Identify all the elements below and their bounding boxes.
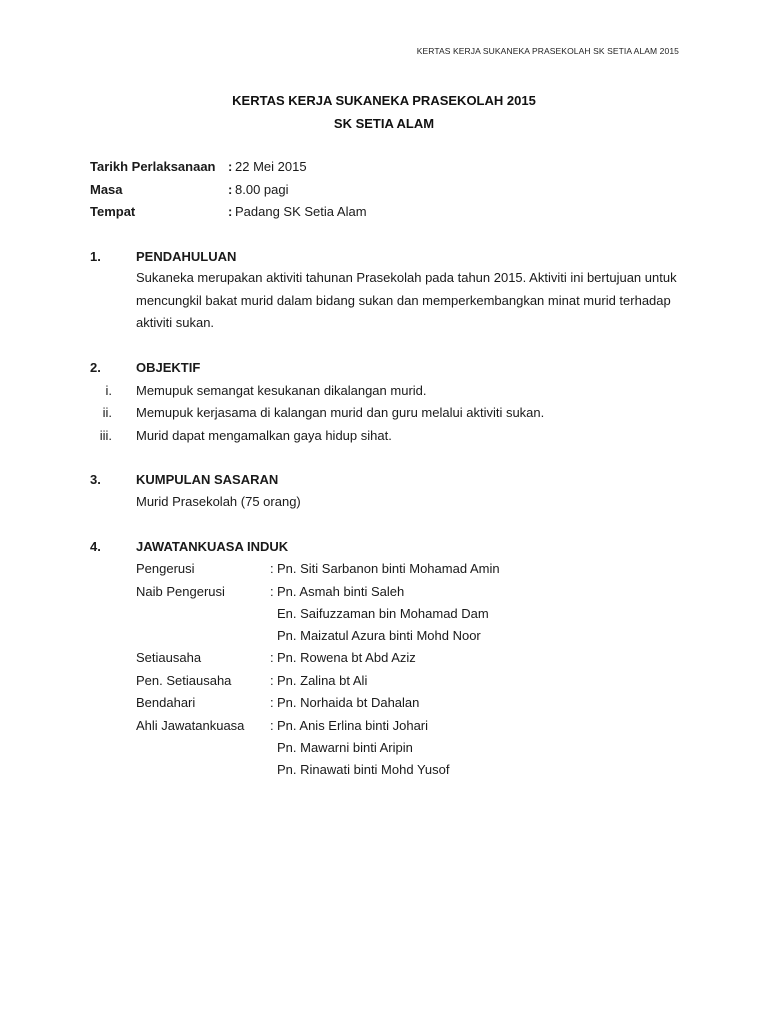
- committee-member: Pn. Anis Erlina binti Johari: [277, 718, 429, 733]
- paragraph-line: Sukaneka merupakan aktiviti tahunan Prasekolah pada tahun 2015. Aktiviti ini bertujuan untuk: [136, 270, 677, 285]
- committee-member: Pn. Mawarni binti Aripin: [277, 740, 413, 755]
- list-numeral: i.: [105, 383, 112, 398]
- committee-colon: :: [270, 561, 274, 576]
- section-paragraph: [136, 267, 677, 335]
- paragraph-line: aktiviti sukan.: [136, 315, 215, 330]
- committee-member: Pn. Rowena bt Abd Aziz: [277, 650, 416, 665]
- section-title-objektif: OBJEKTIF: [136, 360, 201, 375]
- meta-value: Padang SK Setia Alam: [235, 204, 367, 219]
- committee-role: Setiausaha: [136, 650, 202, 665]
- meta-colon: :: [228, 204, 233, 219]
- section-number: 4.: [90, 539, 101, 554]
- committee-colon: :: [270, 673, 274, 688]
- committee-colon: :: [270, 695, 274, 710]
- running-header: KERTAS KERJA SUKANEKA PRASEKOLAH SK SETIA ALAM 2015: [416, 46, 679, 56]
- target-group-text: Murid Prasekolah (75 orang): [136, 494, 301, 509]
- section-title-jawatankuasa-induk: JAWATANKUASA INDUK: [136, 539, 289, 554]
- document-title: KERTAS KERJA SUKANEKA PRASEKOLAH 2015: [232, 93, 536, 108]
- meta-label: Tarikh Perlaksanaan: [90, 159, 216, 174]
- document-subtitle: SK SETIA ALAM: [333, 116, 435, 131]
- committee-role: Pen. Setiausaha: [136, 673, 232, 688]
- list-numeral: iii.: [99, 428, 112, 443]
- committee-member: Pn. Maizatul Azura binti Mohd Noor: [277, 628, 481, 643]
- meta-colon: :: [228, 182, 233, 197]
- committee-member: En. Saifuzzaman bin Mohamad Dam: [277, 606, 489, 621]
- meta-label: Masa: [90, 182, 123, 197]
- objective-item: Memupuk kerjasama di kalangan murid dan guru melalui aktiviti sukan.: [136, 405, 545, 420]
- objective-item: Murid dapat mengamalkan gaya hidup sihat.: [136, 428, 392, 443]
- committee-member: Pn. Rinawati binti Mohd Yusof: [277, 762, 450, 777]
- section-number: 3.: [90, 472, 101, 487]
- meta-value: 8.00 pagi: [235, 182, 289, 197]
- objective-item: Memupuk semangat kesukanan dikalangan murid.: [136, 383, 427, 398]
- section-number: 2.: [90, 360, 101, 375]
- committee-role: Pengerusi: [136, 561, 195, 576]
- section-title-pendahuluan: PENDAHULUAN: [136, 249, 237, 264]
- committee-member: Pn. Zalina bt Ali: [277, 673, 368, 688]
- committee-role: Ahli Jawatankuasa: [136, 718, 245, 733]
- committee-role: Naib Pengerusi: [136, 584, 225, 599]
- section-number: 1.: [90, 249, 101, 264]
- committee-colon: :: [270, 718, 274, 733]
- meta-colon: :: [228, 159, 233, 174]
- paragraph-line: mencungkil bakat murid dalam bidang sukan dan memperkembangkan minat murid terhadap: [136, 292, 671, 308]
- committee-member: Pn. Norhaida bt Dahalan: [277, 695, 420, 710]
- section-title-kumpulan-sasaran: KUMPULAN SASARAN: [136, 472, 279, 487]
- committee-member: Pn. Siti Sarbanon binti Mohamad Amin: [277, 561, 500, 576]
- meta-value: 22 Mei 2015: [235, 159, 307, 174]
- committee-member: Pn. Asmah binti Saleh: [277, 584, 405, 599]
- list-numeral: ii.: [102, 405, 112, 420]
- committee-colon: :: [270, 650, 274, 665]
- committee-colon: :: [270, 584, 274, 599]
- committee-role: Bendahari: [136, 695, 196, 710]
- meta-label: Tempat: [90, 204, 136, 219]
